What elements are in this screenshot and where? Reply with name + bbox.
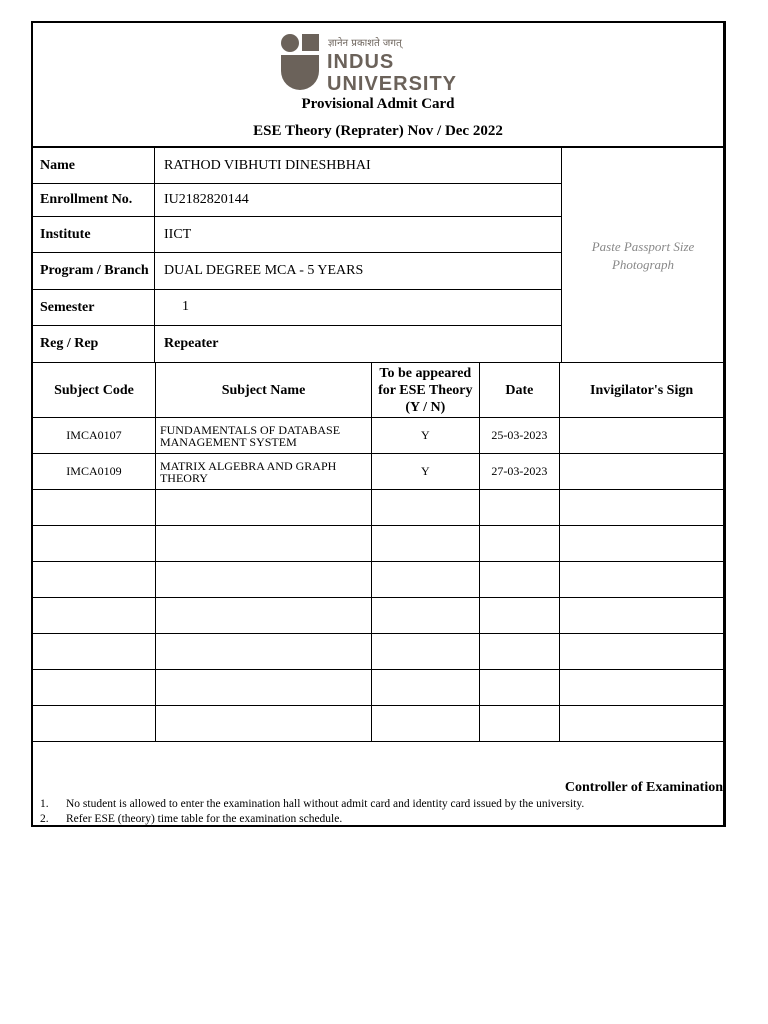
notes [40,797,584,827]
subject-name: FUNDAMENTALS OF DATABASE MANAGEMENT SYSTEM [155,418,371,454]
exam-date: 25-03-2023 [479,418,560,454]
semester-label: Semester [33,290,155,325]
photo-placeholder-text: Paste Passport Size Photograph [591,238,695,272]
empty-row [33,634,723,670]
program-value: DUAL DEGREE MCA - 5 YEARS [164,263,364,278]
photo-placeholder [561,148,724,363]
indus-university-logo [280,33,490,93]
exam-date: 27-03-2023 [479,454,560,490]
semester-value: 1 [182,299,189,314]
subject-code: IMCA0109 [33,454,155,490]
card-subtitle: ESE Theory (Reprater) Nov / Dec 2022 [253,123,503,139]
svg-text:ज्ञानेन प्रकाशते जगत्: ज्ञानेन प्रकाशते जगत् [328,38,402,49]
invigilator-sign [560,418,723,454]
header-invigilator-sign: Invigilator's Sign [560,363,723,418]
note-number: 1. [40,798,49,810]
admit-card [31,21,726,827]
enrollment-row [33,184,561,217]
regrep-row [33,326,561,362]
institute-row [33,217,561,253]
institute-value: IICT [164,226,192,242]
empty-row [33,706,723,742]
note-item [40,797,584,812]
svg-text:INDUS: INDUS [327,51,395,73]
program-row [33,253,561,290]
header-appear: To be appeared for ESE Theory (Y / N) [372,363,480,418]
svg-text:UNIVERSITY: UNIVERSITY [327,73,458,93]
note-text: Refer ESE (theory) time table for the examination schedule. [66,813,343,825]
program-label: Program / Branch [33,253,155,289]
card-header [33,23,723,147]
header-date: Date [479,363,560,418]
header-subject-name: Subject Name [155,363,371,418]
subject-name: MATRIX ALGEBRA AND GRAPH THEORY [155,454,371,490]
empty-row [33,598,723,634]
semester-row [33,290,561,326]
table-header-row [33,363,723,418]
appear-flag: Y [372,418,480,454]
note-text: No student is allowed to enter the examination hall without admit card and identity card issued by the university. [66,798,585,810]
controller-signature-label: Controller of Examination [564,780,723,795]
empty-row [33,562,723,598]
table-row [33,454,723,490]
header-subject-code: Subject Code [33,363,155,418]
enrollment-value: IU2182820144 [164,192,249,207]
regrep-value: Repeater [164,336,219,351]
institute-label: Institute [33,217,155,252]
enrollment-label: Enrollment No. [33,184,155,216]
invigilator-sign [560,454,723,490]
empty-row [33,526,723,562]
subject-code: IMCA0107 [33,418,155,454]
name-label: Name [33,148,155,183]
empty-row [33,490,723,526]
table-row [33,418,723,454]
name-row [33,148,561,184]
regrep-label: Reg / Rep [33,326,155,362]
subjects-table [33,362,723,742]
empty-row [33,670,723,706]
card-title: Provisional Admit Card [301,96,455,112]
note-item [40,812,584,827]
appear-flag: Y [372,454,480,490]
name-value: RATHOD VIBHUTI DINESHBHAI [164,157,371,173]
note-number: 2. [40,813,49,825]
